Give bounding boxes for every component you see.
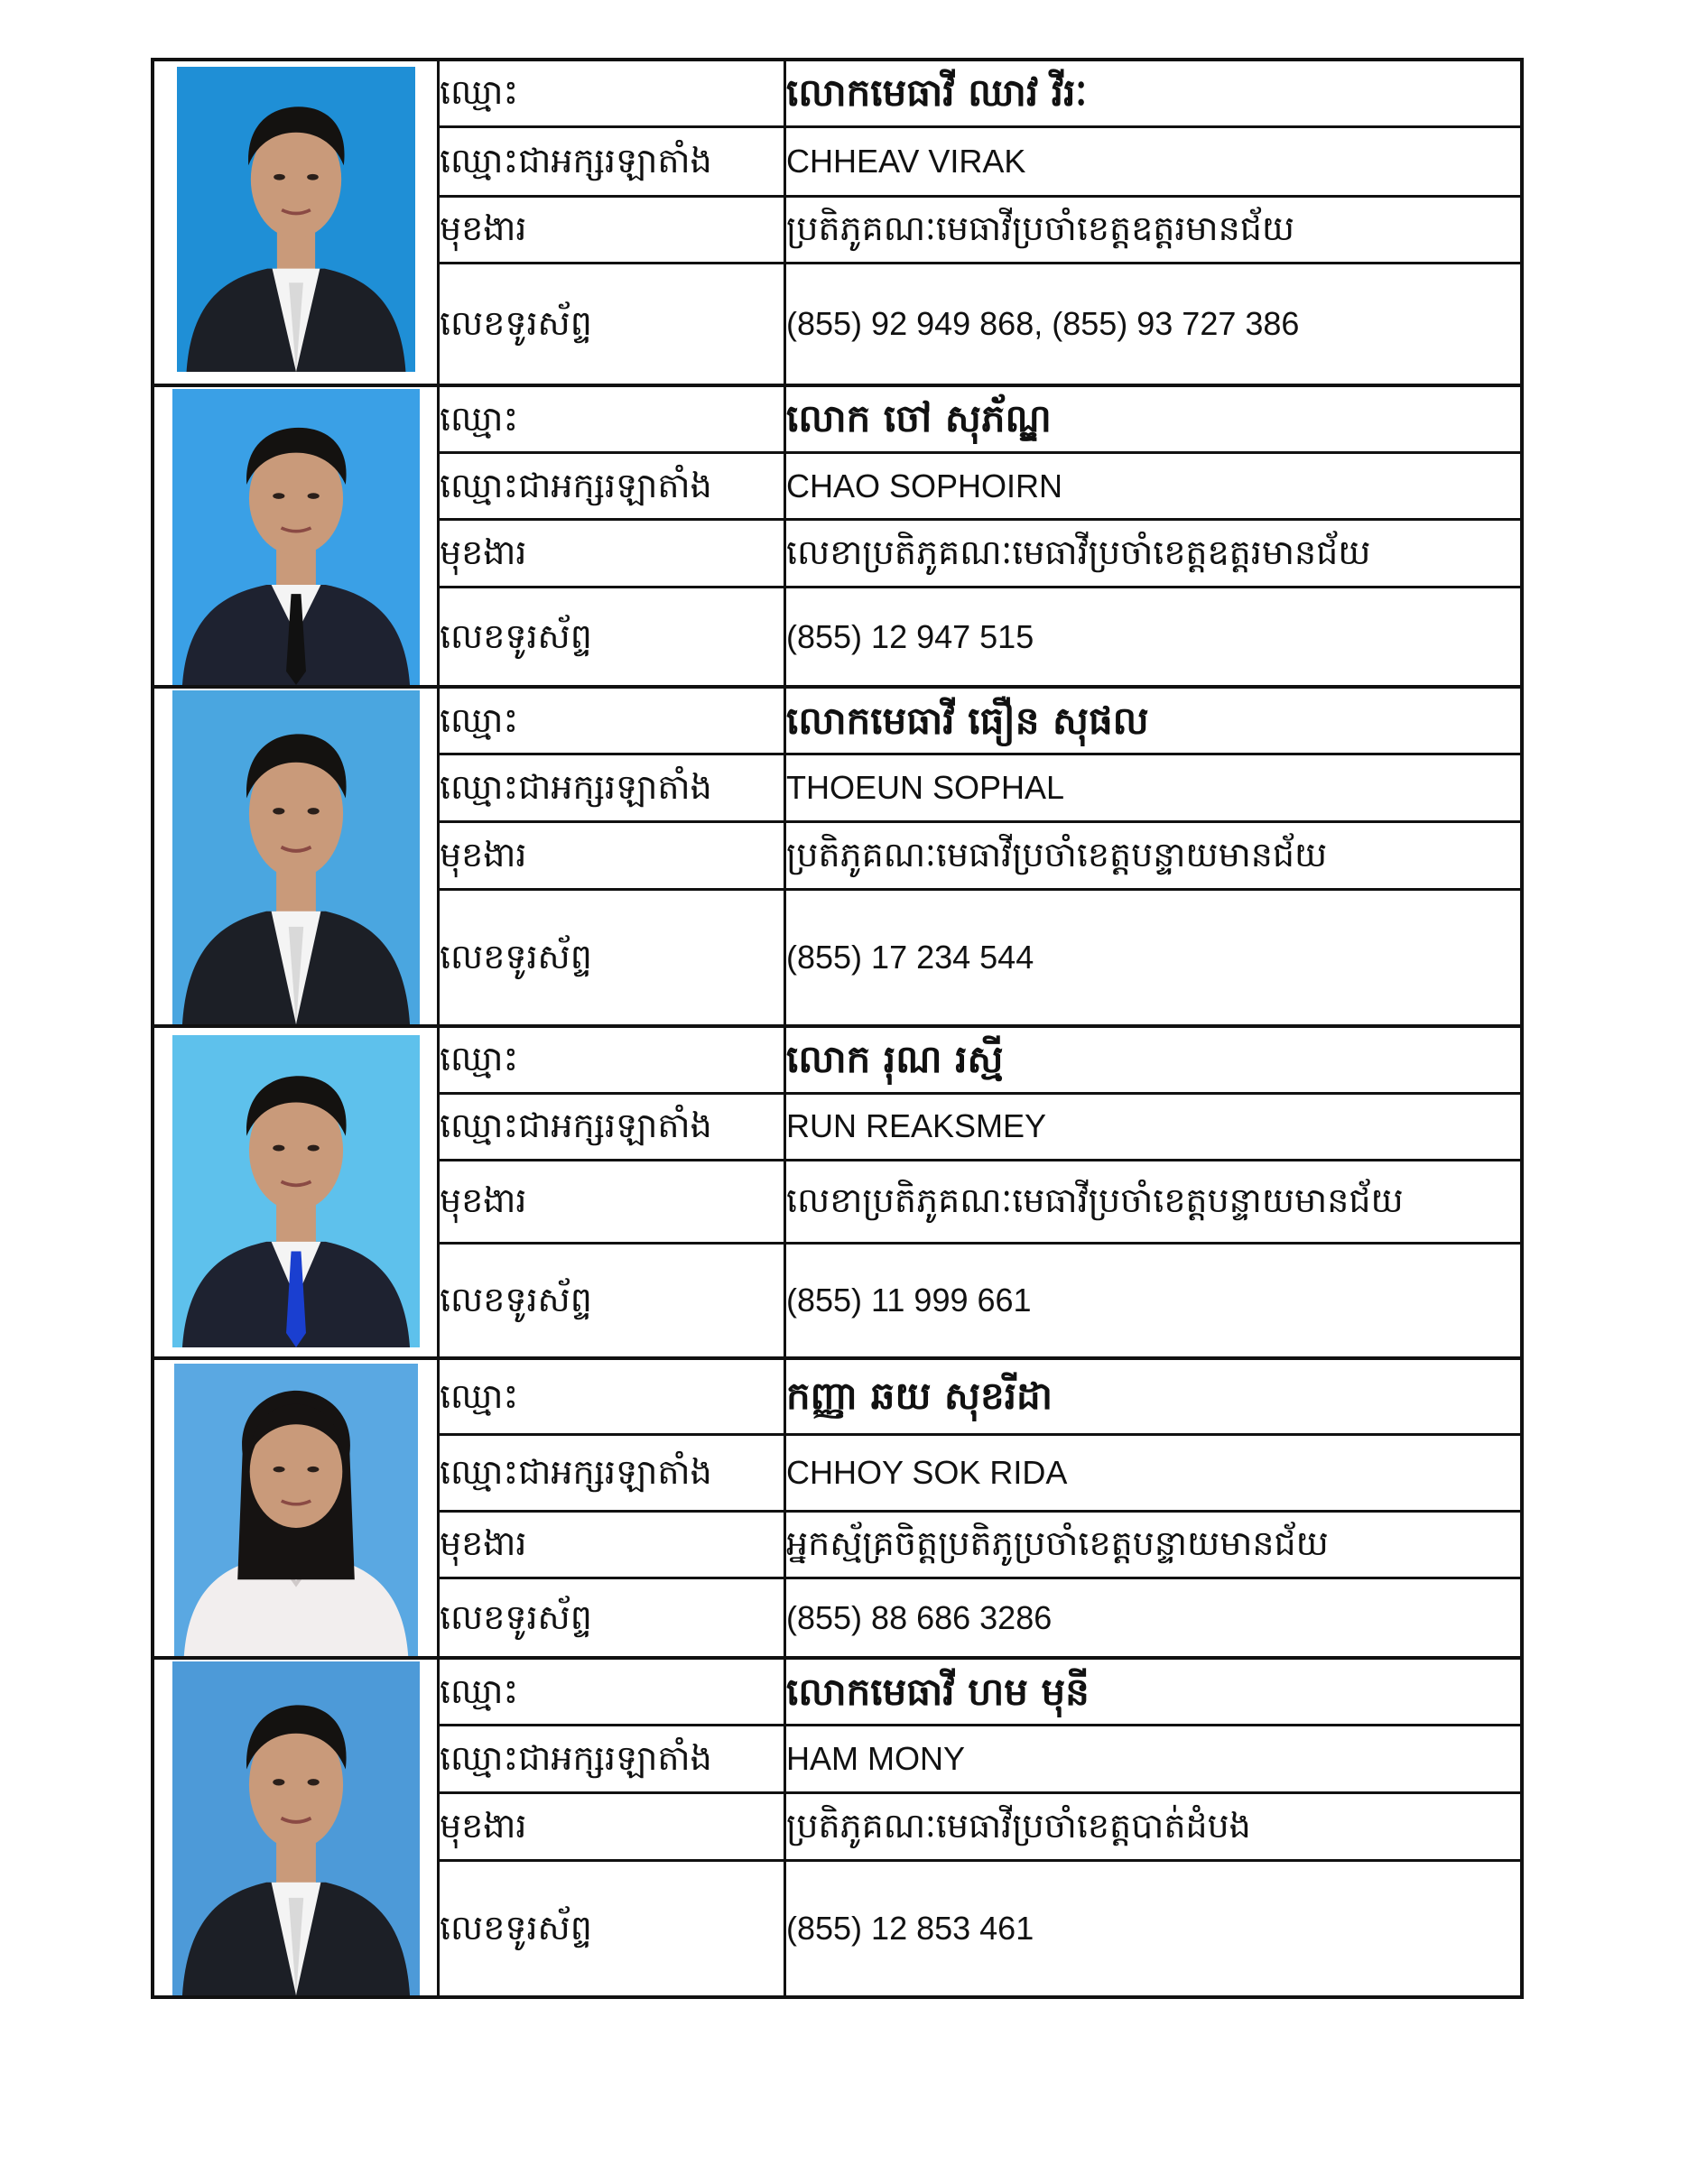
name-label: ឈ្មោះ: [439, 1026, 785, 1093]
phone-label: លេខទូរស័ព្ទ: [439, 1860, 785, 1997]
latin-name-value: CHHEAV VIRAK: [785, 126, 1523, 196]
position-value: ប្រតិភូគណៈមេធាវីប្រចាំខេត្តបាត់ដំបង: [785, 1793, 1523, 1861]
phone-value: (855) 17 234 544: [785, 889, 1523, 1026]
latin-name-value: CHHOY SOK RIDA: [785, 1435, 1523, 1512]
position-label: មុខងារ: [439, 822, 785, 890]
name-value: លោក រុណ រស្មី: [785, 1026, 1523, 1093]
phone-label: លេខទូរស័ព្ទ: [439, 1578, 785, 1658]
photo-cell: [153, 385, 439, 687]
latin-name-value: RUN REAKSMEY: [785, 1093, 1523, 1160]
position-value: ប្រតិភូគណៈមេធាវីប្រចាំខេត្តឧត្តរមានជ័យ: [785, 196, 1523, 263]
latin-name-label: ឈ្មោះជាអក្សរឡាតាំង: [439, 452, 785, 519]
latin-name-label: ឈ្មោះជាអក្សរឡាតាំង: [439, 126, 785, 196]
table-row: [153, 687, 1522, 754]
position-label: មុខងារ: [439, 1511, 785, 1578]
phone-label: លេខទូរស័ព្ទ: [439, 1243, 785, 1358]
table-body: [153, 60, 1522, 1997]
name-label: ឈ្មោះ: [439, 1658, 785, 1726]
phone-value: (855) 88 686 3286: [785, 1578, 1523, 1658]
name-value: កញ្ញា ឆយ សុខរីដា: [785, 1358, 1523, 1435]
photo-cell: [153, 1658, 439, 1997]
name-label: ឈ្មោះ: [439, 687, 785, 754]
contact-directory-table: [151, 58, 1524, 1999]
table-row: [153, 1026, 1522, 1093]
photo-cell: [153, 1358, 439, 1658]
position-value: លេខាប្រតិភូគណៈមេធាវីប្រចាំខេត្តបន្ទាយមានជ័យ: [785, 1160, 1523, 1243]
table-row: [153, 385, 1522, 452]
photo-cell: [153, 687, 439, 1026]
position-label: មុខងារ: [439, 1793, 785, 1861]
portrait-photo: [174, 1364, 418, 1656]
portrait-photo: [172, 690, 420, 1024]
portrait-photo: [177, 67, 415, 372]
phone-value: (855) 12 947 515: [785, 587, 1523, 687]
position-value: ប្រតិភូគណៈមេធាវីប្រចាំខេត្តបន្ទាយមានជ័យ: [785, 822, 1523, 890]
latin-name-value: CHAO SOPHOIRN: [785, 452, 1523, 519]
name-label: ឈ្មោះ: [439, 1358, 785, 1435]
position-value: លេខាប្រតិភូគណៈមេធាវីប្រចាំខេត្តឧត្តរមានជ័យ: [785, 520, 1523, 587]
name-value: លោក ចៅ សុភ័ណ្ឌ: [785, 385, 1523, 452]
position-value: អ្នកស្ម័គ្រចិត្តប្រតិភូប្រចាំខេត្តបន្ទាយមានជ័យ: [785, 1511, 1523, 1578]
latin-name-label: ឈ្មោះជាអក្សរឡាតាំង: [439, 1093, 785, 1160]
phone-value: (855) 11 999 661: [785, 1243, 1523, 1358]
phone-label: លេខទូរស័ព្ទ: [439, 263, 785, 385]
position-label: មុខងារ: [439, 196, 785, 263]
table-row: [153, 60, 1522, 126]
phone-label: លេខទូរស័ព្ទ: [439, 587, 785, 687]
latin-name-value: HAM MONY: [785, 1726, 1523, 1793]
name-value: លោកមេធាវី ឈាវ វីរៈ: [785, 60, 1523, 126]
table-row: [153, 1358, 1522, 1435]
position-label: មុខងារ: [439, 1160, 785, 1243]
portrait-photo: [172, 389, 420, 685]
phone-value: (855) 92 949 868, (855) 93 727 386: [785, 263, 1523, 385]
position-label: មុខងារ: [439, 520, 785, 587]
phone-label: លេខទូរស័ព្ទ: [439, 889, 785, 1026]
name-value: លោកមេធាវី ធឿន សុផល: [785, 687, 1523, 754]
latin-name-label: ឈ្មោះជាអក្សរឡាតាំង: [439, 754, 785, 822]
table-row: [153, 1658, 1522, 1726]
photo-cell: [153, 1026, 439, 1358]
portrait-photo: [172, 1661, 420, 1995]
latin-name-label: ឈ្មោះជាអក្សរឡាតាំង: [439, 1726, 785, 1793]
latin-name-value: THOEUN SOPHAL: [785, 754, 1523, 822]
name-label: ឈ្មោះ: [439, 60, 785, 126]
name-label: ឈ្មោះ: [439, 385, 785, 452]
latin-name-label: ឈ្មោះជាអក្សរឡាតាំង: [439, 1435, 785, 1512]
portrait-photo: [172, 1035, 420, 1347]
name-value: លោកមេធាវី ហម មុនី: [785, 1658, 1523, 1726]
photo-cell: [153, 60, 439, 385]
phone-value: (855) 12 853 461: [785, 1860, 1523, 1997]
